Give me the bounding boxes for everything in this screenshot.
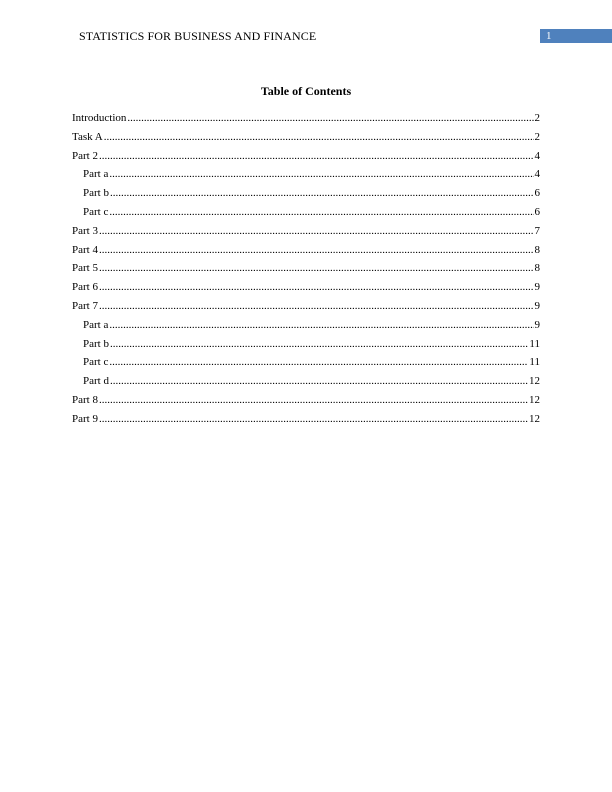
toc-entry[interactable] [72, 393, 540, 412]
toc-entry-page: 2 [534, 112, 540, 124]
toc-entry-label: Part a [83, 168, 109, 181]
toc-dot-leader [99, 224, 534, 238]
toc-entry-label: Part c [83, 356, 109, 369]
toc-entry[interactable] [72, 149, 540, 168]
toc-dot-leader [109, 205, 533, 219]
toc-entry-page: 12 [529, 412, 540, 425]
toc-entry-page: 4 [534, 168, 540, 181]
toc-dot-leader [99, 393, 528, 407]
toc-entry-page: 7 [534, 224, 540, 237]
toc-dot-leader [104, 130, 534, 144]
toc-dot-leader [99, 412, 528, 426]
toc-entry[interactable] [72, 186, 540, 205]
toc-entry[interactable] [72, 167, 540, 186]
toc-entry[interactable] [72, 205, 540, 224]
toc-entry-page: 4 [534, 149, 540, 162]
toc-dot-leader [127, 111, 533, 125]
toc-entry[interactable] [72, 111, 540, 130]
toc-entry[interactable] [72, 299, 540, 318]
toc-dot-leader [110, 374, 528, 388]
toc-entry-label: Part d [83, 375, 109, 388]
toc-entry-label: Part 8 [72, 393, 98, 406]
page-number-badge [540, 29, 612, 43]
toc-entry-label: Part a [83, 318, 109, 331]
toc-entry-page: 12 [529, 375, 540, 388]
toc-entry-label: Part 7 [72, 299, 98, 312]
toc-dot-leader [109, 355, 528, 369]
toc-entry[interactable] [72, 280, 540, 299]
toc-entry[interactable] [72, 337, 540, 356]
toc-dot-leader [109, 318, 533, 332]
toc-entry[interactable] [72, 130, 540, 149]
toc-entry-page: 9 [534, 318, 540, 331]
toc-dot-leader [99, 149, 534, 163]
toc-entry-label: Part 9 [72, 412, 98, 425]
toc-dot-leader [109, 167, 533, 181]
toc-entry[interactable] [72, 318, 540, 337]
running-header-title: STATISTICS FOR BUSINESS AND FINANCE [79, 29, 317, 43]
toc-entry-page: 6 [534, 205, 540, 218]
toc-entry[interactable] [72, 355, 540, 374]
toc-entry-page: 8 [534, 243, 540, 256]
toc-entry-label: Part 3 [72, 224, 98, 237]
toc-entry-page: 11 [529, 356, 540, 369]
toc-dot-leader [110, 337, 528, 351]
toc-entry-label: Part b [83, 337, 109, 350]
toc-entry[interactable] [72, 412, 540, 431]
toc-entry-label: Part 4 [72, 243, 98, 256]
toc-entry[interactable] [72, 374, 540, 393]
toc-dot-leader [99, 261, 534, 275]
toc-entry-label: Task A [72, 130, 103, 143]
toc-dot-leader [99, 299, 534, 313]
toc-entry-label: Part 5 [72, 262, 98, 275]
toc-dot-leader [110, 186, 534, 200]
toc-dot-leader [99, 280, 534, 294]
toc-entry-label: Part c [83, 205, 109, 218]
table-of-contents [72, 111, 540, 431]
toc-entry-page: 9 [534, 299, 540, 312]
toc-entry-page: 2 [534, 130, 540, 143]
toc-entry-label: Part 6 [72, 281, 98, 294]
toc-entry-page: 12 [529, 393, 540, 406]
toc-entry-page: 9 [534, 281, 540, 294]
toc-entry[interactable] [72, 243, 540, 262]
toc-entry-label: Part 2 [72, 149, 98, 162]
toc-entry-page: 6 [534, 187, 540, 200]
toc-entry-page: 11 [529, 337, 540, 350]
toc-entry-page: 8 [534, 262, 540, 275]
toc-entry[interactable] [72, 224, 540, 243]
toc-dot-leader [99, 243, 534, 257]
page-number: 1 [546, 30, 552, 42]
toc-entry-label: Introduction [72, 112, 127, 124]
toc-entry[interactable] [72, 261, 540, 280]
toc-entry-label: Part b [83, 187, 109, 200]
toc-heading: Table of Contents [260, 84, 352, 98]
